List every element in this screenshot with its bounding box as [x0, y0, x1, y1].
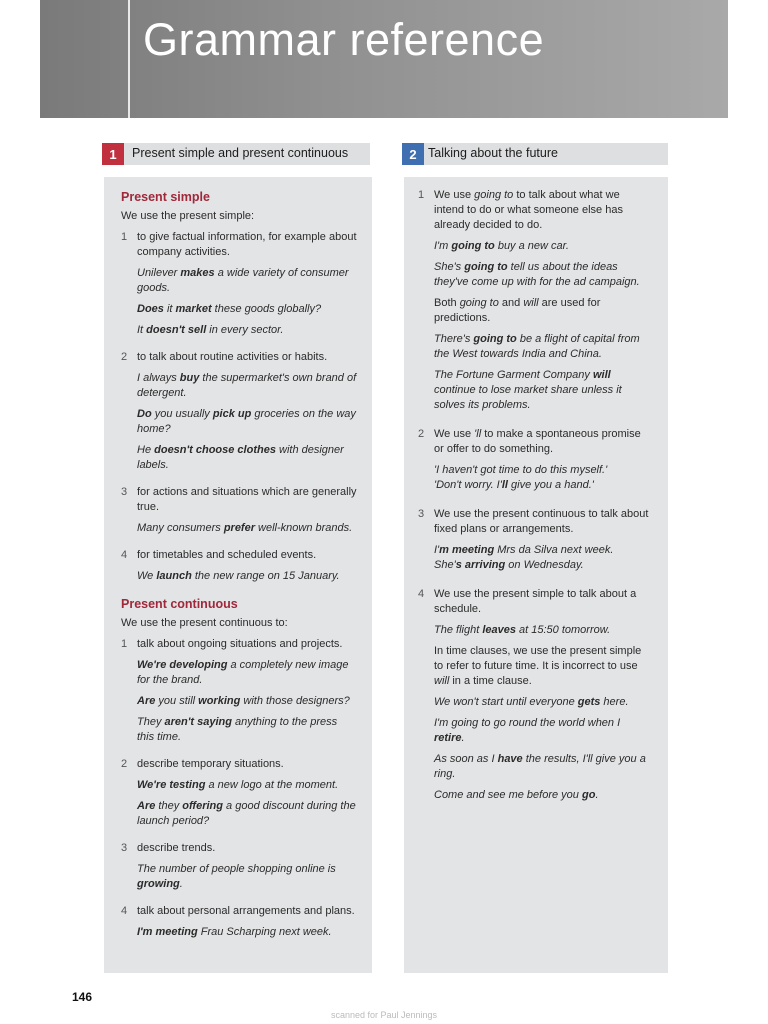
rule-item — [418, 188, 650, 419]
section-title: Present simple and present continuous — [132, 146, 349, 160]
example-sentence: 'I haven't got time to do this myself.' 'Don't worry. I'll give you a hand.' — [434, 464, 608, 491]
rule-text: for actions and situations which are generally true. — [137, 486, 357, 513]
section-number: 2 — [402, 143, 424, 165]
rule-text: We use the present continuous to talk about fixed plans or arrangements. — [434, 508, 649, 535]
rule-text: talk about personal arrangements and plans. — [137, 905, 355, 917]
example-sentence: The number of people shopping online is growing. — [137, 863, 336, 890]
rule-number: 3 — [121, 486, 128, 498]
example-sentence: Are you still working with those designers? — [137, 695, 350, 707]
rule-item — [418, 427, 650, 499]
example-sentence: We launch the new range on 15 January. — [137, 570, 340, 582]
rule-number: 3 — [418, 508, 425, 520]
example-sentence: I'm meeting Frau Scharping next week. — [137, 926, 332, 938]
example-sentence: There's going to be a flight of capital from the West towards India and China. — [434, 333, 640, 360]
example-sentence: We won't start until everyone gets here. — [434, 696, 629, 708]
scan-footer: scanned for Paul Jennings — [330, 1010, 438, 1020]
rule-text: describe temporary situations. — [137, 758, 284, 770]
rule-body — [137, 757, 357, 835]
rule-body — [137, 904, 357, 946]
rule-item — [121, 757, 357, 835]
subsection-heading: Present continuous — [121, 597, 238, 611]
page-number: 146 — [72, 990, 93, 1004]
example-sentence: I'm going to go round the world when I retire. — [434, 717, 621, 744]
example-sentence: I'm going to buy a new car. — [434, 240, 569, 252]
rule-text: We use 'll to make a spontaneous promise or offer to do something. — [434, 428, 641, 455]
rule-text: We use the present simple to talk about a schedule. — [434, 588, 637, 615]
example-sentence: They aren't saying anything to the press this time. — [137, 716, 338, 743]
example-sentence: I'm meeting Mrs da Silva next week. She's arriving on Wednesday. — [434, 544, 614, 571]
example-sentence: We're developing a completely new image for the brand. — [137, 659, 349, 686]
example-sentence: The flight leaves at 15:50 tomorrow. — [434, 624, 611, 636]
subsection-intro: We use the present simple: — [121, 210, 255, 222]
rule-item — [121, 230, 357, 344]
banner-divider — [128, 0, 130, 118]
rule-item — [418, 587, 650, 809]
rule-number: 3 — [121, 842, 128, 854]
rule-item — [121, 841, 357, 898]
rule-body — [137, 637, 357, 751]
example-sentence: He doesn't choose clothes with designer labels. — [137, 444, 344, 471]
rule-item — [121, 548, 357, 590]
rule-text: describe trends. — [137, 842, 216, 854]
rule-item — [418, 507, 650, 579]
rule-body — [434, 587, 650, 809]
rule-text: to give factual information, for example about company activities. — [137, 231, 357, 258]
rule-text: In time clauses, we use the present simple to refer to future time. It is incorrect to use will in a time clause. — [434, 645, 642, 687]
rule-item — [121, 637, 357, 751]
rule-text: to talk about routine activities or habits. — [137, 351, 328, 363]
example-sentence: I always buy the supermarket's own brand of detergent. — [137, 372, 357, 399]
rule-body — [434, 188, 650, 419]
rule-number: 2 — [121, 351, 128, 363]
rule-body — [137, 230, 357, 344]
example-sentence: Come and see me before you go. — [434, 789, 599, 801]
example-sentence: Does it market these goods globally? — [137, 303, 322, 315]
example-sentence: Many consumers prefer well-known brands. — [137, 522, 353, 534]
rule-item — [121, 485, 357, 542]
subsection-intro: We use the present continuous to: — [121, 617, 288, 629]
rule-body — [434, 427, 650, 499]
example-sentence: The Fortune Garment Company will continue to lose market share unless it solves its problems. — [434, 369, 622, 411]
rule-number: 2 — [418, 428, 425, 440]
rule-number: 1 — [121, 231, 128, 243]
rule-number: 1 — [121, 638, 128, 650]
example-sentence: We're testing a new logo at the moment. — [137, 779, 339, 791]
example-sentence: It doesn't sell in every sector. — [137, 324, 284, 336]
rule-number: 4 — [121, 905, 128, 917]
rule-item — [121, 904, 357, 946]
left-column-content — [121, 189, 357, 952]
example-sentence: Are they offering a good discount during the launch period? — [137, 800, 356, 827]
right-column-content — [418, 188, 650, 817]
example-sentence: She's going to tell us about the ideas they've come up with for the ad campaign. — [434, 261, 640, 288]
rule-body — [137, 841, 357, 898]
rule-text: for timetables and scheduled events. — [137, 549, 317, 561]
rule-item — [121, 350, 357, 479]
rule-number: 4 — [121, 549, 128, 561]
example-sentence: Unilever makes a wide variety of consumer goods. — [137, 267, 349, 294]
rule-body — [137, 350, 357, 479]
section-title: Talking about the future — [428, 146, 558, 160]
rule-text: We use going to to talk about what we intend to do or what someone else has already decided to do. — [434, 189, 623, 231]
rule-body — [137, 548, 357, 590]
rule-number: 2 — [121, 758, 128, 770]
example-sentence: As soon as I have the results, I'll give you a ring. — [434, 753, 646, 780]
example-sentence: Do you usually pick up groceries on the way home? — [137, 408, 356, 435]
section-1-header — [102, 143, 370, 165]
rule-text: talk about ongoing situations and projects. — [137, 638, 343, 650]
section-number: 1 — [102, 143, 124, 165]
page-title: Grammar reference — [143, 14, 545, 65]
rule-body — [137, 485, 357, 542]
subsection-heading: Present simple — [121, 190, 210, 204]
rule-body — [434, 507, 650, 579]
rule-number: 4 — [418, 588, 425, 600]
section-2-header — [402, 143, 668, 165]
rule-text: Both going to and will are used for predictions. — [434, 297, 601, 324]
rule-number: 1 — [418, 189, 425, 201]
